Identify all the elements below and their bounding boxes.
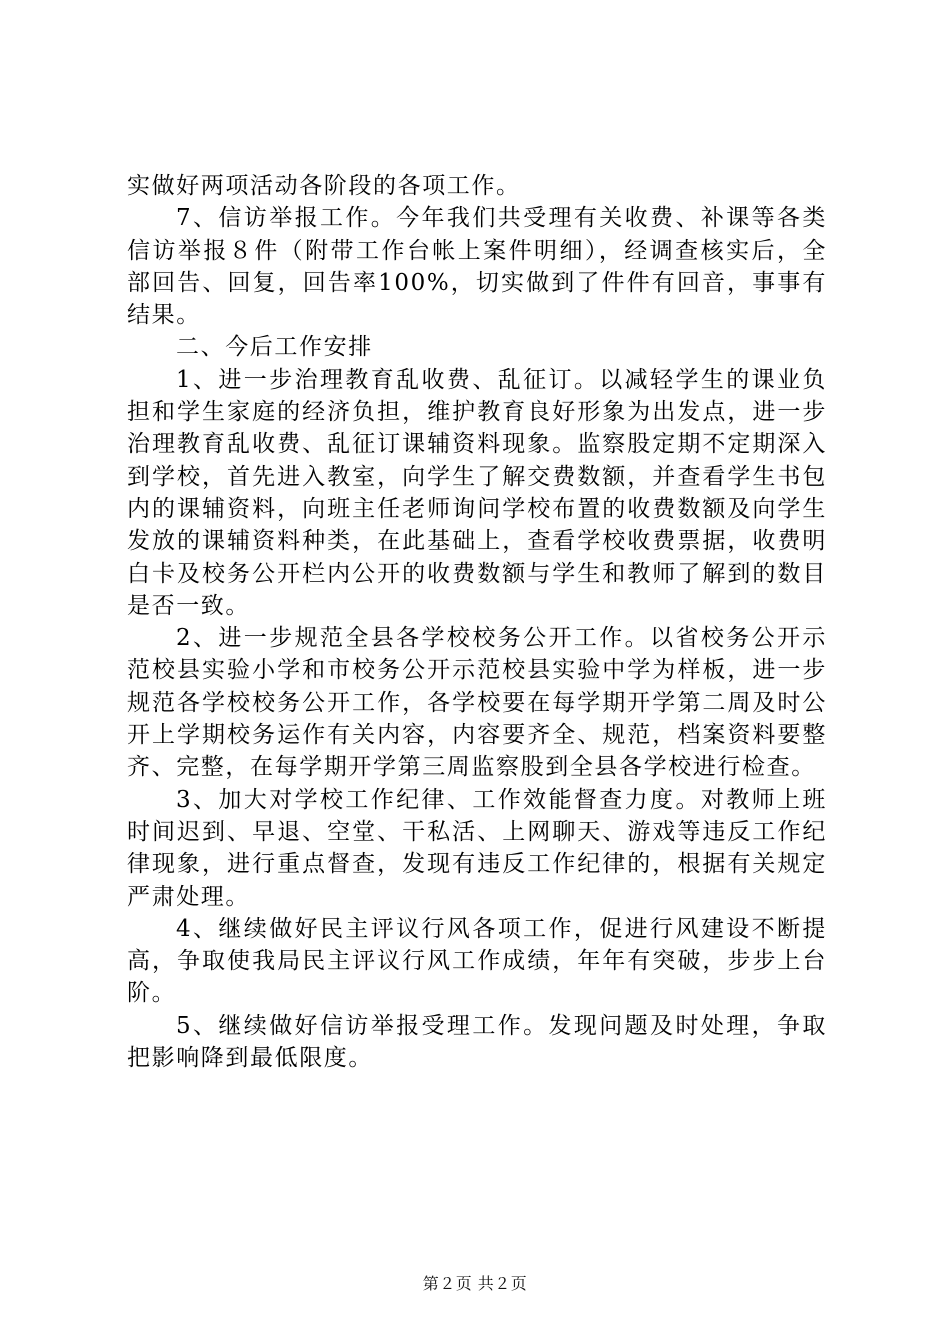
paragraph-continuation: 实做好两项活动各阶段的各项工作。 [127,173,521,199]
page-footer: 第２页 共２页 [422,1274,528,1293]
paragraph-item-4-evaluation: 4、继续做好民主评议行风各项工作，促进行风建设不断提高，争取使我局民主评议行风工作成绩，年年有突破，步步上台阶。 [127,915,827,1007]
paragraph-item-3-discipline: 3、加大对学校工作纪律、工作效能督查力度。对教师上班时间迟到、早退、空堂、干私活、上网聊天、游戏等违反工作纪律现象，进行重点督查，发现有违反工作纪律的，根据有关规定严肃处理。 [127,786,827,910]
paragraph-item-7-petitions: 7、信访举报工作。今年我们共受理有关收费、补课等各类信访举报８件（附带工作台帐上案件明细），经调查核实后，全部回告、回复，回告率100%，切实做到了件件有回音，事事有结果。 [127,205,827,329]
paragraph-item-5-petition-handling: 5、继续做好信访举报受理工作。发现问题及时处理，争取把影响降到最低限度。 [127,1012,827,1072]
section-heading-future-work: 二、今后工作安排 [176,334,373,361]
paragraph-item-2-school-affairs: 2、进一步规范全县各学校校务公开工作。以省校务公开示范校县实验小学和市校务公开示范校县实验中学为样板，进一步规范各学校校务公开工作，各学校要在每学期开学第二周及时公开上学期校务运作有关内容，内容要齐全、规范，档案资料要整齐、完整，在每学期开学第三周监察股到全县各学校进行检查。 [127,625,827,781]
document-body [127,170,827,1074]
paragraph-item-1-fees: 1、进一步治理教育乱收费、乱征订。以减轻学生的课业负担和学生家庭的经济负担，维护教育良好形象为出发点，进一步治理教育乱收费、乱征订课辅资料现象。监察股定期不定期深入到学校，首先进入教室，向学生了解交费数额，并查看学生书包内的课辅资料，向班主任老师询问学校布置的收费数额及向学生发放的课辅资料种类，在此基础上，查看学校收费票据，收费明白卡及校务公开栏内公开的收费数额与学生和教师了解到的数目是否一致。 [127,366,827,619]
